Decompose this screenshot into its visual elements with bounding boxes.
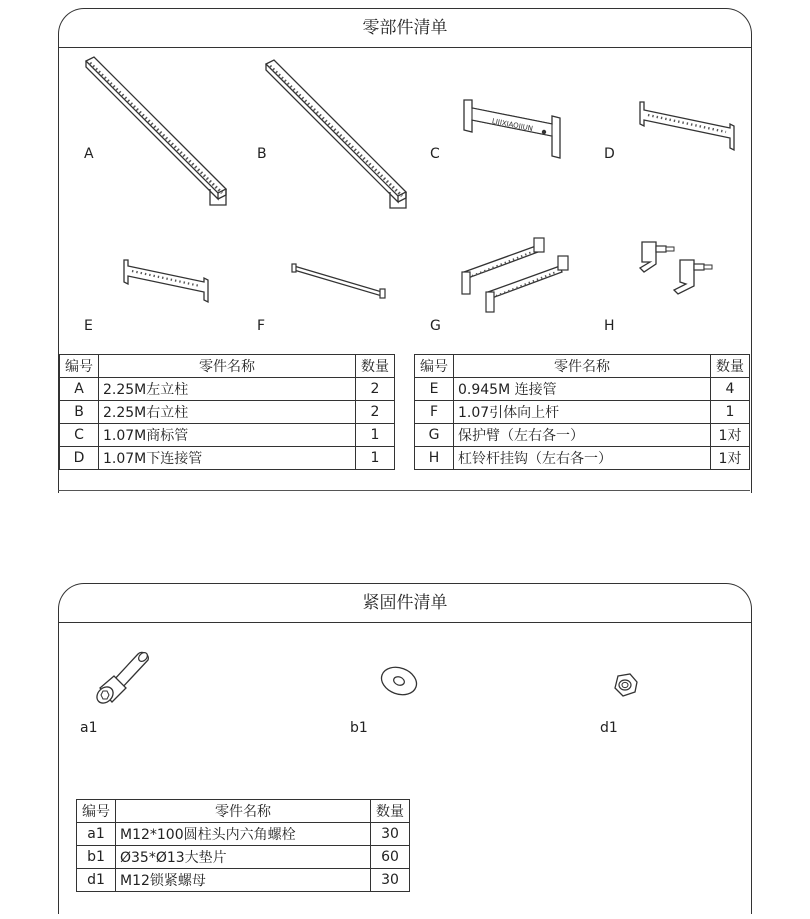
header-code: 编号	[415, 355, 454, 378]
row-code: C	[60, 424, 99, 447]
row-qty: 1对	[711, 424, 750, 447]
part-b-drawing	[260, 58, 410, 210]
row-code: B	[60, 401, 99, 424]
nut-d1-drawing	[610, 672, 640, 700]
header-name: 零件名称	[116, 800, 371, 823]
header-code: 编号	[77, 800, 116, 823]
part-label-f: F	[257, 318, 266, 334]
row-name: 2.25M右立柱	[99, 401, 356, 424]
table-row	[415, 424, 750, 447]
washer-b1-drawing	[378, 664, 420, 698]
row-name: 0.945M 连接管	[454, 378, 711, 401]
section-divider	[58, 490, 750, 491]
row-name: 保护臂（左右各一）	[454, 424, 711, 447]
row-qty: 4	[711, 378, 750, 401]
row-name: Ø35*Ø13大垫片	[116, 846, 371, 869]
row-name: 1.07引体向上杆	[454, 401, 711, 424]
header-name: 零件名称	[99, 355, 356, 378]
row-qty: 1	[356, 424, 395, 447]
table-row	[60, 447, 395, 470]
row-qty: 2	[356, 401, 395, 424]
row-code: a1	[77, 823, 116, 846]
part-label-h: H	[604, 318, 615, 334]
table-row	[60, 424, 395, 447]
table-header-row	[415, 355, 750, 378]
row-code: G	[415, 424, 454, 447]
part-e-drawing	[120, 258, 212, 304]
row-code: A	[60, 378, 99, 401]
table-row	[77, 846, 410, 869]
part-label-c: C	[430, 146, 440, 162]
row-qty: 1对	[711, 447, 750, 470]
row-name: 1.07M商标管	[99, 424, 356, 447]
part-g-drawing	[460, 236, 575, 314]
row-qty: 30	[371, 869, 410, 892]
row-qty: 1	[356, 447, 395, 470]
table-row	[60, 378, 395, 401]
part-label-d: D	[604, 146, 615, 162]
table-row	[415, 378, 750, 401]
bolt-a1-drawing	[90, 650, 156, 708]
part-label-e: E	[84, 318, 93, 334]
part-d-drawing	[636, 100, 738, 152]
row-name: 1.07M下连接管	[99, 447, 356, 470]
table-header-row	[60, 355, 395, 378]
part-label-g: G	[430, 318, 441, 334]
table-header-row	[77, 800, 410, 823]
fasteners-list-title: 紧固件清单	[59, 584, 751, 623]
row-code: F	[415, 401, 454, 424]
part-a-drawing	[80, 55, 230, 210]
part-h-drawing	[636, 238, 716, 298]
row-code: H	[415, 447, 454, 470]
row-qty: 30	[371, 823, 410, 846]
table-row	[77, 869, 410, 892]
row-code: E	[415, 378, 454, 401]
header-qty: 数量	[356, 355, 395, 378]
row-name: M12*100圆柱头内六角螺栓	[116, 823, 371, 846]
table-row	[415, 401, 750, 424]
header-code: 编号	[60, 355, 99, 378]
header-name: 零件名称	[454, 355, 711, 378]
row-code: d1	[77, 869, 116, 892]
svg-text:LIJIXIAOJIUN: LIJIXIAOJIUN	[491, 117, 534, 133]
row-code: b1	[77, 846, 116, 869]
row-qty: 2	[356, 378, 395, 401]
row-qty: 60	[371, 846, 410, 869]
fastener-label-a1: a1	[80, 720, 98, 736]
row-code: D	[60, 447, 99, 470]
fastener-label-b1: b1	[350, 720, 368, 736]
fasteners-table	[76, 799, 410, 892]
part-f-drawing	[290, 262, 388, 300]
row-name: M12锁紧螺母	[116, 869, 371, 892]
part-label-b: B	[257, 146, 267, 162]
parts-list-title: 零部件清单	[59, 9, 751, 48]
part-label-a: A	[84, 146, 94, 162]
part-c-drawing	[460, 96, 565, 164]
row-qty: 1	[711, 401, 750, 424]
table-row	[77, 823, 410, 846]
row-name: 杠铃杆挂钩（左右各一）	[454, 447, 711, 470]
parts-table-right	[414, 354, 750, 470]
parts-table-left	[59, 354, 395, 470]
header-qty: 数量	[371, 800, 410, 823]
fastener-label-d1: d1	[600, 720, 618, 736]
table-row	[60, 401, 395, 424]
header-qty: 数量	[711, 355, 750, 378]
row-name: 2.25M左立柱	[99, 378, 356, 401]
table-row	[415, 447, 750, 470]
